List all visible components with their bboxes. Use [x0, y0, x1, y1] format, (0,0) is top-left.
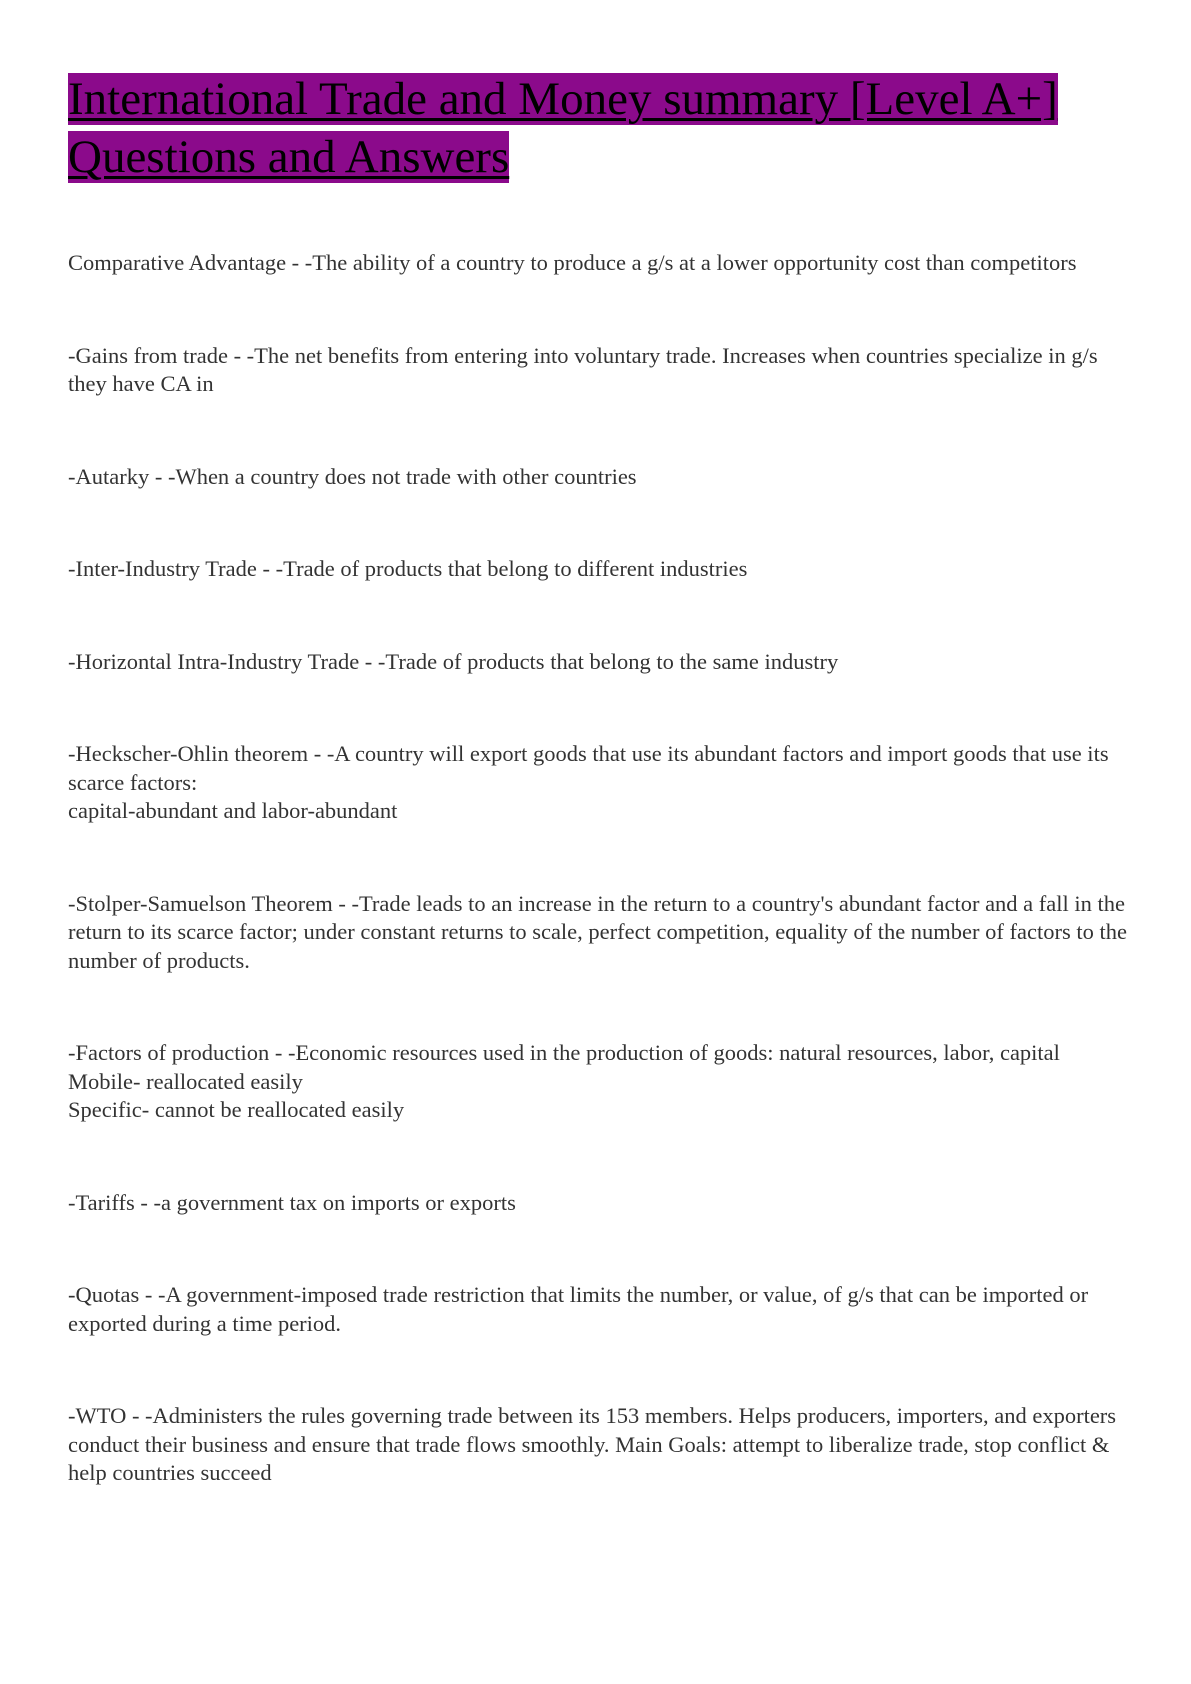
entry-heckscher-ohlin-theorem: -Heckscher-Ohlin theorem - -A country will export goods that use its abundant factors and import goods that use its scarce factors: capital-abundant and labor-abundant	[68, 741, 1109, 823]
entry-factors-of-production: -Factors of production - -Economic resources used in the production of goods: natural resources, labor, capital Mobile- reallocated easily Specific- cannot be reallocated easily	[68, 1040, 1060, 1122]
entry-horizontal-intra-industry-trade: -Horizontal Intra-Industry Trade - -Trade of products that belong to the same industry	[68, 648, 839, 674]
document-title-text: International Trade and Money summary [Level A+] Questions and Answers	[68, 73, 1058, 183]
entry-inter-industry-trade: -Inter-Industry Trade - -Trade of products that belong to different industries	[68, 556, 748, 581]
document-page	[68, 70, 1128, 1488]
document-title	[68, 70, 1128, 186]
entry-tariffs: -Tariffs - -a government tax on imports or exports	[68, 1189, 516, 1215]
entry-stolper-samuelson-theorem: -Stolper-Samuelson Theorem - -Trade leads to an increase in the return to a country's abundant factor and a fall in the return to its scarce factor; under constant returns to scale, perfect competition, equality of the number of factors to the number of products.	[68, 890, 1127, 973]
entry-list	[68, 249, 1128, 1488]
entry-gains-from-trade: -Gains from trade - -The net benefits from entering into voluntary trade. Increases when countries specialize in g/s they have CA in	[68, 342, 1098, 396]
entry-autarky: -Autarky - -When a country does not trade with other countries	[68, 463, 637, 489]
entry-comparative-advantage: Comparative Advantage - -The ability of a country to produce a g/s at a lower opportunity cost than competitors	[68, 250, 1077, 275]
entry-quotas: -Quotas - -A government-imposed trade restriction that limits the number, or value, of g/s that can be imported or exported during a time period.	[68, 1282, 1089, 1336]
entry-wto: -WTO - -Administers the rules governing trade between its 153 members. Helps producers, importers, and exporters conduct their business and ensure that trade flows smoothly. Main Goals: attempt to liberalize trade, stop conflict & help countries succeed	[68, 1403, 1117, 1485]
